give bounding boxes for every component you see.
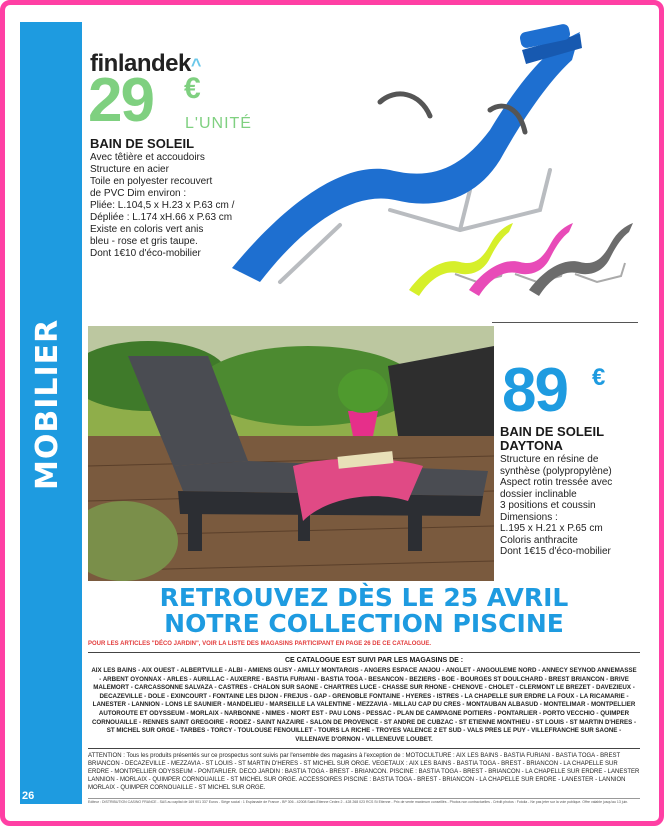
product2-description <box>500 454 646 558</box>
section-label: MOBILIER <box>30 318 65 490</box>
desc-line: Dimensions : <box>500 511 558 523</box>
desc-line: Dont 1€10 d'éco-mobilier <box>90 248 201 259</box>
product2-price-value: 89 <box>502 356 567 425</box>
desc-line: Pliée: L.104,5 x H.23 x P.63 cm / <box>90 200 235 211</box>
desc-line: dossier inclinable <box>500 488 577 500</box>
stores-list: AIX LES BAINS - AIX OUEST - ALBERTVILLE - ALBI - AMIENS GLISY - AMILLY MONTARGIS - ANGERS ESPACE ANJOU - ANGLET - ANGOULEME NORD - ANNECY SEYNOD ANNEMASSE - ARBENT OYONNAX - ARLES - AURILLAC - AUXERRE - BASTIA FURIANI - BASTIA TOGA - BESANCON - BEZIERS - BOE - BOURGES ST DOULCHARD - BREST BRIANCON - BRIVE MALEMORT - CARCASSONNE SALVAZA - CASTRES - CHALON SUR SAONE - CHARTRES LUCE - CHASSE SUR RHONE - CHENOVE - CHOLET - CLERMONT LE BREZET - DAVEZIEUX - DECAZEVILLE - DOLE - EXINCOURT - FONTAINE LES DIJON - FREJUS - GAP - GRENOBLE FONTAINE - HYERES - ISTRES - LA CHAPELLE SUR ERDRE LA FOUX - LA RICAMARIE - LANESTER - LANNION - LONS LE SAUNIER - MANDELIEU - MARSEILLE LA VALENTINE - MEZZAVIA - MILLAU CAP DU CRES - MONTAUBAN ALBASUD - MONTELIMAR - MONTPELLIER AUTOROUTE ET ODYSSEUM - MORLAIX - NARBONNE - NIMES - NIORT EST - PAU LONS - PESSAC - PLAN DE CAMPAGNE POITIERS - PONTARLIER - PORTO VECCHIO - QUIMPER CORNOUAILLE - RENNES SAINT GREGOIRE - RODEZ - SAINT NAZAIRE - SALON DE PROVENCE - ST ANDRE DE CUBZAC - ST ETIENNE MONTHIEU - ST LOUIS - ST MARTIN D'HERES - ST MICHEL SUR ORGE - TARBES - TORCY - TOULOUSE FENOUILLET - TOURS LA RICHE - TROYES VALENCE 2 ET SUD - VALS PRES LE PUY - VILLEFRANCHE SUR SAONE - VILLENAVE D'ORNON - VILLENEUVE LOUBET. <box>91 667 637 743</box>
product2-photo-daytona-lounger <box>88 326 494 581</box>
section-divider <box>492 322 638 323</box>
desc-line: Aspect rotin tressée avec <box>500 477 613 488</box>
product1-price <box>88 66 199 135</box>
desc-line: de PVC Dim environ : <box>90 188 187 199</box>
banner-line-1: RETROUVEZ DÈS LE 25 AVRIL <box>159 583 569 612</box>
desc-line: Coloris anthracite <box>500 534 578 546</box>
product1-currency: € <box>184 72 199 105</box>
brand-mark: ^ <box>190 55 201 75</box>
pool-collection-banner <box>88 585 640 637</box>
stores-heading: CE CATALOGUE EST SUIVI PAR LES MAGASINS DE : <box>285 657 464 664</box>
desc-line: Existe en coloris vert anis <box>90 224 204 235</box>
brand-name: finlandek <box>90 50 191 77</box>
desc-line: Dont 1€15 d'éco-mobilier <box>500 546 611 557</box>
desc-line: L.195 x H.21 x P.65 cm <box>500 523 603 534</box>
product2-title: BAIN DE SOLEIL DAYTONA <box>500 424 604 453</box>
desc-line: Avec têtière et accoudoirs <box>90 152 205 163</box>
desc-line: Toile en polyester recouvert <box>90 176 213 187</box>
desc-line: Structure en acier <box>90 164 169 175</box>
product2-currency: € <box>592 364 604 391</box>
desc-line: Dépliée : L.174 xH.66 x P.63 cm <box>90 212 233 223</box>
desc-line: 3 positions et coussin <box>500 500 596 511</box>
page-number: 26 <box>22 790 35 802</box>
product1-unit: L'UNITÉ <box>185 115 252 132</box>
legal-text: Editeur : DISTRIBUTION CASINO FRANCE - SAS au capital de 169 901 337 Euros - Siège social : 1 Esplanade de France - BP 306 - 42008 Saint-Etienne Cedex 2 - 428 268 023 RCS St Etienne - Prix de vente maximum conseillés - Photos non contractuelles - Crédit photos : Fotolia - Ne pas jeter sur la voie publique. Offre valable jusqu'au 13 juin. <box>88 798 640 804</box>
deco-jardin-note: POUR LES ARTICLES "DÉCO JARDIN", VOIR LA LISTE DES MAGASINS PARTICIPANT EN PAGE 26 DE CE CATALOGUE. <box>88 641 432 647</box>
variant-grey-lounger-image <box>525 218 635 298</box>
product2-price <box>502 356 604 425</box>
desc-line: synthèse (polypropylène) <box>500 465 612 477</box>
desc-line: Structure en résine de <box>500 454 599 465</box>
desc-line: bleu - rose et gris taupe. <box>90 236 198 247</box>
product1-title: BAIN DE SOLEIL <box>90 136 195 151</box>
product1-price-value: 29 <box>88 66 153 135</box>
banner-line-2: NOTRE COLLECTION PISCINE <box>164 609 564 638</box>
stores-box <box>88 652 640 749</box>
attention-text: ATTENTION : Tous les produits présentés sur ce prospectus sont suivis par l'ensemble des magasins à l'exception de : MOTOCULTURE : AIX LES BAINS - BASTIA FURIANI - BASTIA TOGA - BREST BRIANCON - DECAZEVILLE - MEZZAVIA - ST LOUIS - ST MARTIN D'HERES - ST MICHEL SUR ORGE. VEGETAUX : AIX LES BAINS - BASTIA TOGA - BREST - BRIANCON - LA CHAPELLE SUR ERDRE - MONTPELLIER ODYSSEUM - PONTARLIER. DECO JARDIN : BASTIA TOGA - BREST - BRIANCON. PISCINE : BASTIA TOGA - BREST - BRIANCON - LA CHAPELLE SUR ERDRE - LANESTER LANNION - MORLAIX - QUIMPER CORNOUAILLE - ST MICHEL SUR ORGE. ACCESSOIRES PISCINE : BASTIA TOGA - BREST - BRIANCON - LA CHAPELLE SUR ERDRE - LANESTER - LANNION MORLAIX - QUIMPER CORNOUAILLE - ST MICHEL SUR ORGE. <box>88 753 640 791</box>
